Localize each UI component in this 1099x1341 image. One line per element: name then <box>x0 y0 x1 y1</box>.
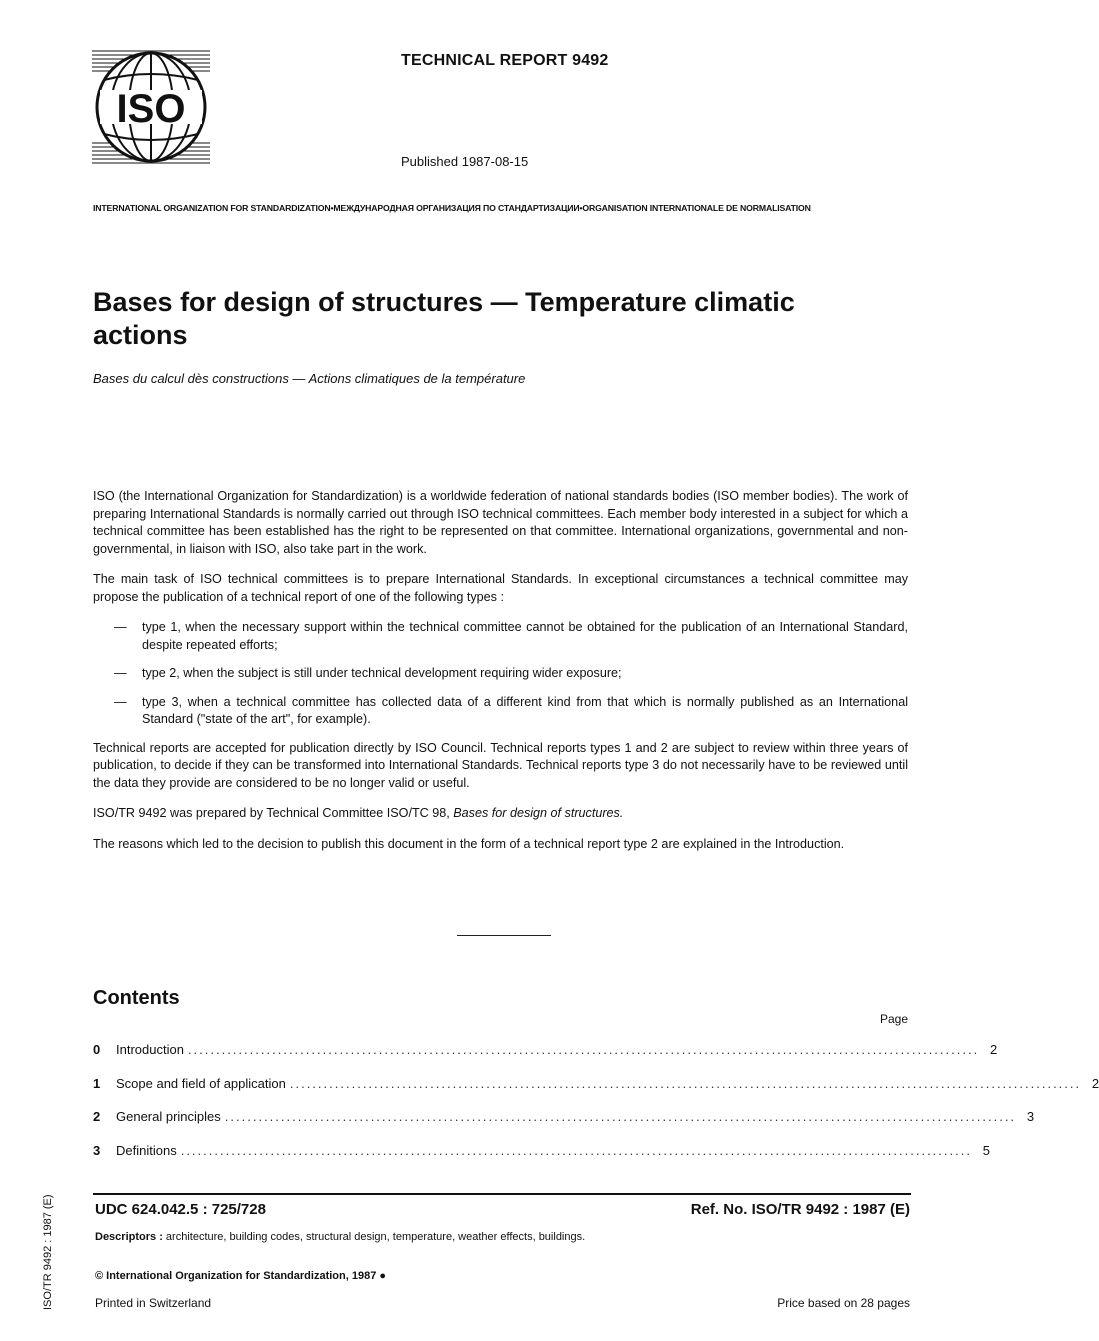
toc-label: Scope and field of application <box>116 1075 286 1091</box>
list-item-text: type 1, when the necessary support within the technical committee cannot be obtained for the publication of an International Standard, despite repeated efforts; <box>142 620 908 652</box>
udc-number: UDC 624.042.5 : 725/728 <box>95 1201 266 1218</box>
toc-row[interactable] <box>93 1109 1035 1143</box>
foreword-paragraph <box>93 805 908 823</box>
printed-in: Printed in Switzerland <box>95 1296 212 1310</box>
list-dash: — <box>114 694 127 709</box>
foreword-text: ISO/TR 9492 was prepared by Technical Committee ISO/TC 98, <box>93 806 454 820</box>
list-item-text: type 2, when the subject is still under technical development requiring wider exposure; <box>142 666 622 680</box>
toc-number: 3 <box>93 1143 101 1159</box>
descriptors-label: Descriptors : <box>95 1231 163 1243</box>
toc-number: 2 <box>93 1109 101 1125</box>
toc-page: 2 <box>1091 1075 1099 1091</box>
committee-title: Bases for design of structures. <box>453 806 624 820</box>
toc-row[interactable] <box>93 1042 998 1076</box>
toc-row[interactable] <box>93 1075 1099 1110</box>
iso-logo-text: ISO <box>116 87 186 131</box>
price-note: Price based on 28 pages <box>777 1296 910 1310</box>
foreword-paragraph: The reasons which led to the decision to publish this document in the form of a technical report type 2 are explained in the Introduction. <box>93 836 845 851</box>
iso-logo <box>92 48 210 166</box>
list-item <box>114 619 908 654</box>
organization-line: INTERNATIONAL ORGANIZATION FOR STANDARDIZATION•МЕЖДУНАРОДНАЯ ОРГАНИЗАЦИЯ ПО СТАНДАРТИЗАЦИИ•ORGANISATION INTERNATIONALE DE NORMALISATION <box>93 203 811 213</box>
toc-leader-dots: ............................................................................................................................................. <box>187 1042 980 1057</box>
list-item <box>114 694 908 729</box>
section-separator <box>457 935 551 936</box>
list-item <box>114 665 908 683</box>
toc-label: General principles <box>116 1109 221 1125</box>
descriptors-text: architecture, building codes, structural design, temperature, weather effects, buildings. <box>165 1231 586 1243</box>
footer-rule <box>93 1193 911 1195</box>
toc-label: Introduction <box>116 1042 184 1057</box>
toc-number: 0 <box>93 1042 101 1057</box>
document-subtitle: Bases du calcul dès constructions — Actions climatiques de la température <box>93 371 526 386</box>
toc-leader-dots: ............................................................................................................................................. <box>289 1075 1082 1091</box>
document-title: Bases for design of structures — Temperature climatic actions <box>93 287 795 350</box>
foreword-paragraph: ISO (the International Organization for Standardization) is a worldwide federation of national standards bodies (ISO member bodies). The work of preparing International Standards is normally carried out through ISO technical committees. Each member body interested in a subject for which a technical committee has been established has the right to be represented on that committee. International organizations, governmental and non-governmental, in liaison with ISO, also take part in the work. <box>93 489 908 556</box>
toc-page: 5 <box>982 1143 990 1159</box>
descriptors <box>95 1231 585 1243</box>
page-column-label: Page <box>880 1012 909 1026</box>
report-title: TECHNICAL REPORT 9492 <box>401 52 609 69</box>
side-reference: ISO/TR 9492 : 1987 (E) <box>42 1194 54 1310</box>
toc-page: 3 <box>1026 1109 1035 1125</box>
foreword-paragraph: Technical reports are accepted for publication directly by ISO Council. Technical reports types 1 and 2 are subject to review within three years of publication, to decide if they can be transformed into International Standards. Technical reports type 3 do not necessarily have to be reviewed until the data they provide are considered to be no longer valid or useful. <box>93 740 908 790</box>
published-date: Published 1987-08-15 <box>401 154 529 169</box>
toc-label: Definitions <box>116 1143 177 1159</box>
foreword <box>93 488 908 866</box>
toc-page: 2 <box>989 1042 998 1057</box>
list-dash: — <box>114 620 127 634</box>
toc-leader-dots: ............................................................................................................................................. <box>224 1109 1017 1125</box>
toc-number: 1 <box>93 1075 101 1091</box>
table-of-contents <box>93 1042 1099 1177</box>
contents-title: Contents <box>93 987 180 1009</box>
reference-number: Ref. No. ISO/TR 9492 : 1987 (E) <box>690 1201 910 1218</box>
list-item-text: type 3, when a technical committee has collected data of a different kind from that which is normally published as an International Standard ("state of the art", for example). <box>142 694 908 726</box>
toc-leader-dots: ............................................................................................................................................. <box>180 1143 972 1159</box>
toc-row[interactable] <box>93 1143 990 1177</box>
list-dash: — <box>114 666 127 680</box>
foreword-paragraph: The main task of ISO technical committees is to prepare International Standards. In exceptional circumstances a technical committee may propose the publication of a technical report of one of the following types : <box>93 572 908 604</box>
copyright: © International Organization for Standardization, 1987 ● <box>95 1270 387 1282</box>
